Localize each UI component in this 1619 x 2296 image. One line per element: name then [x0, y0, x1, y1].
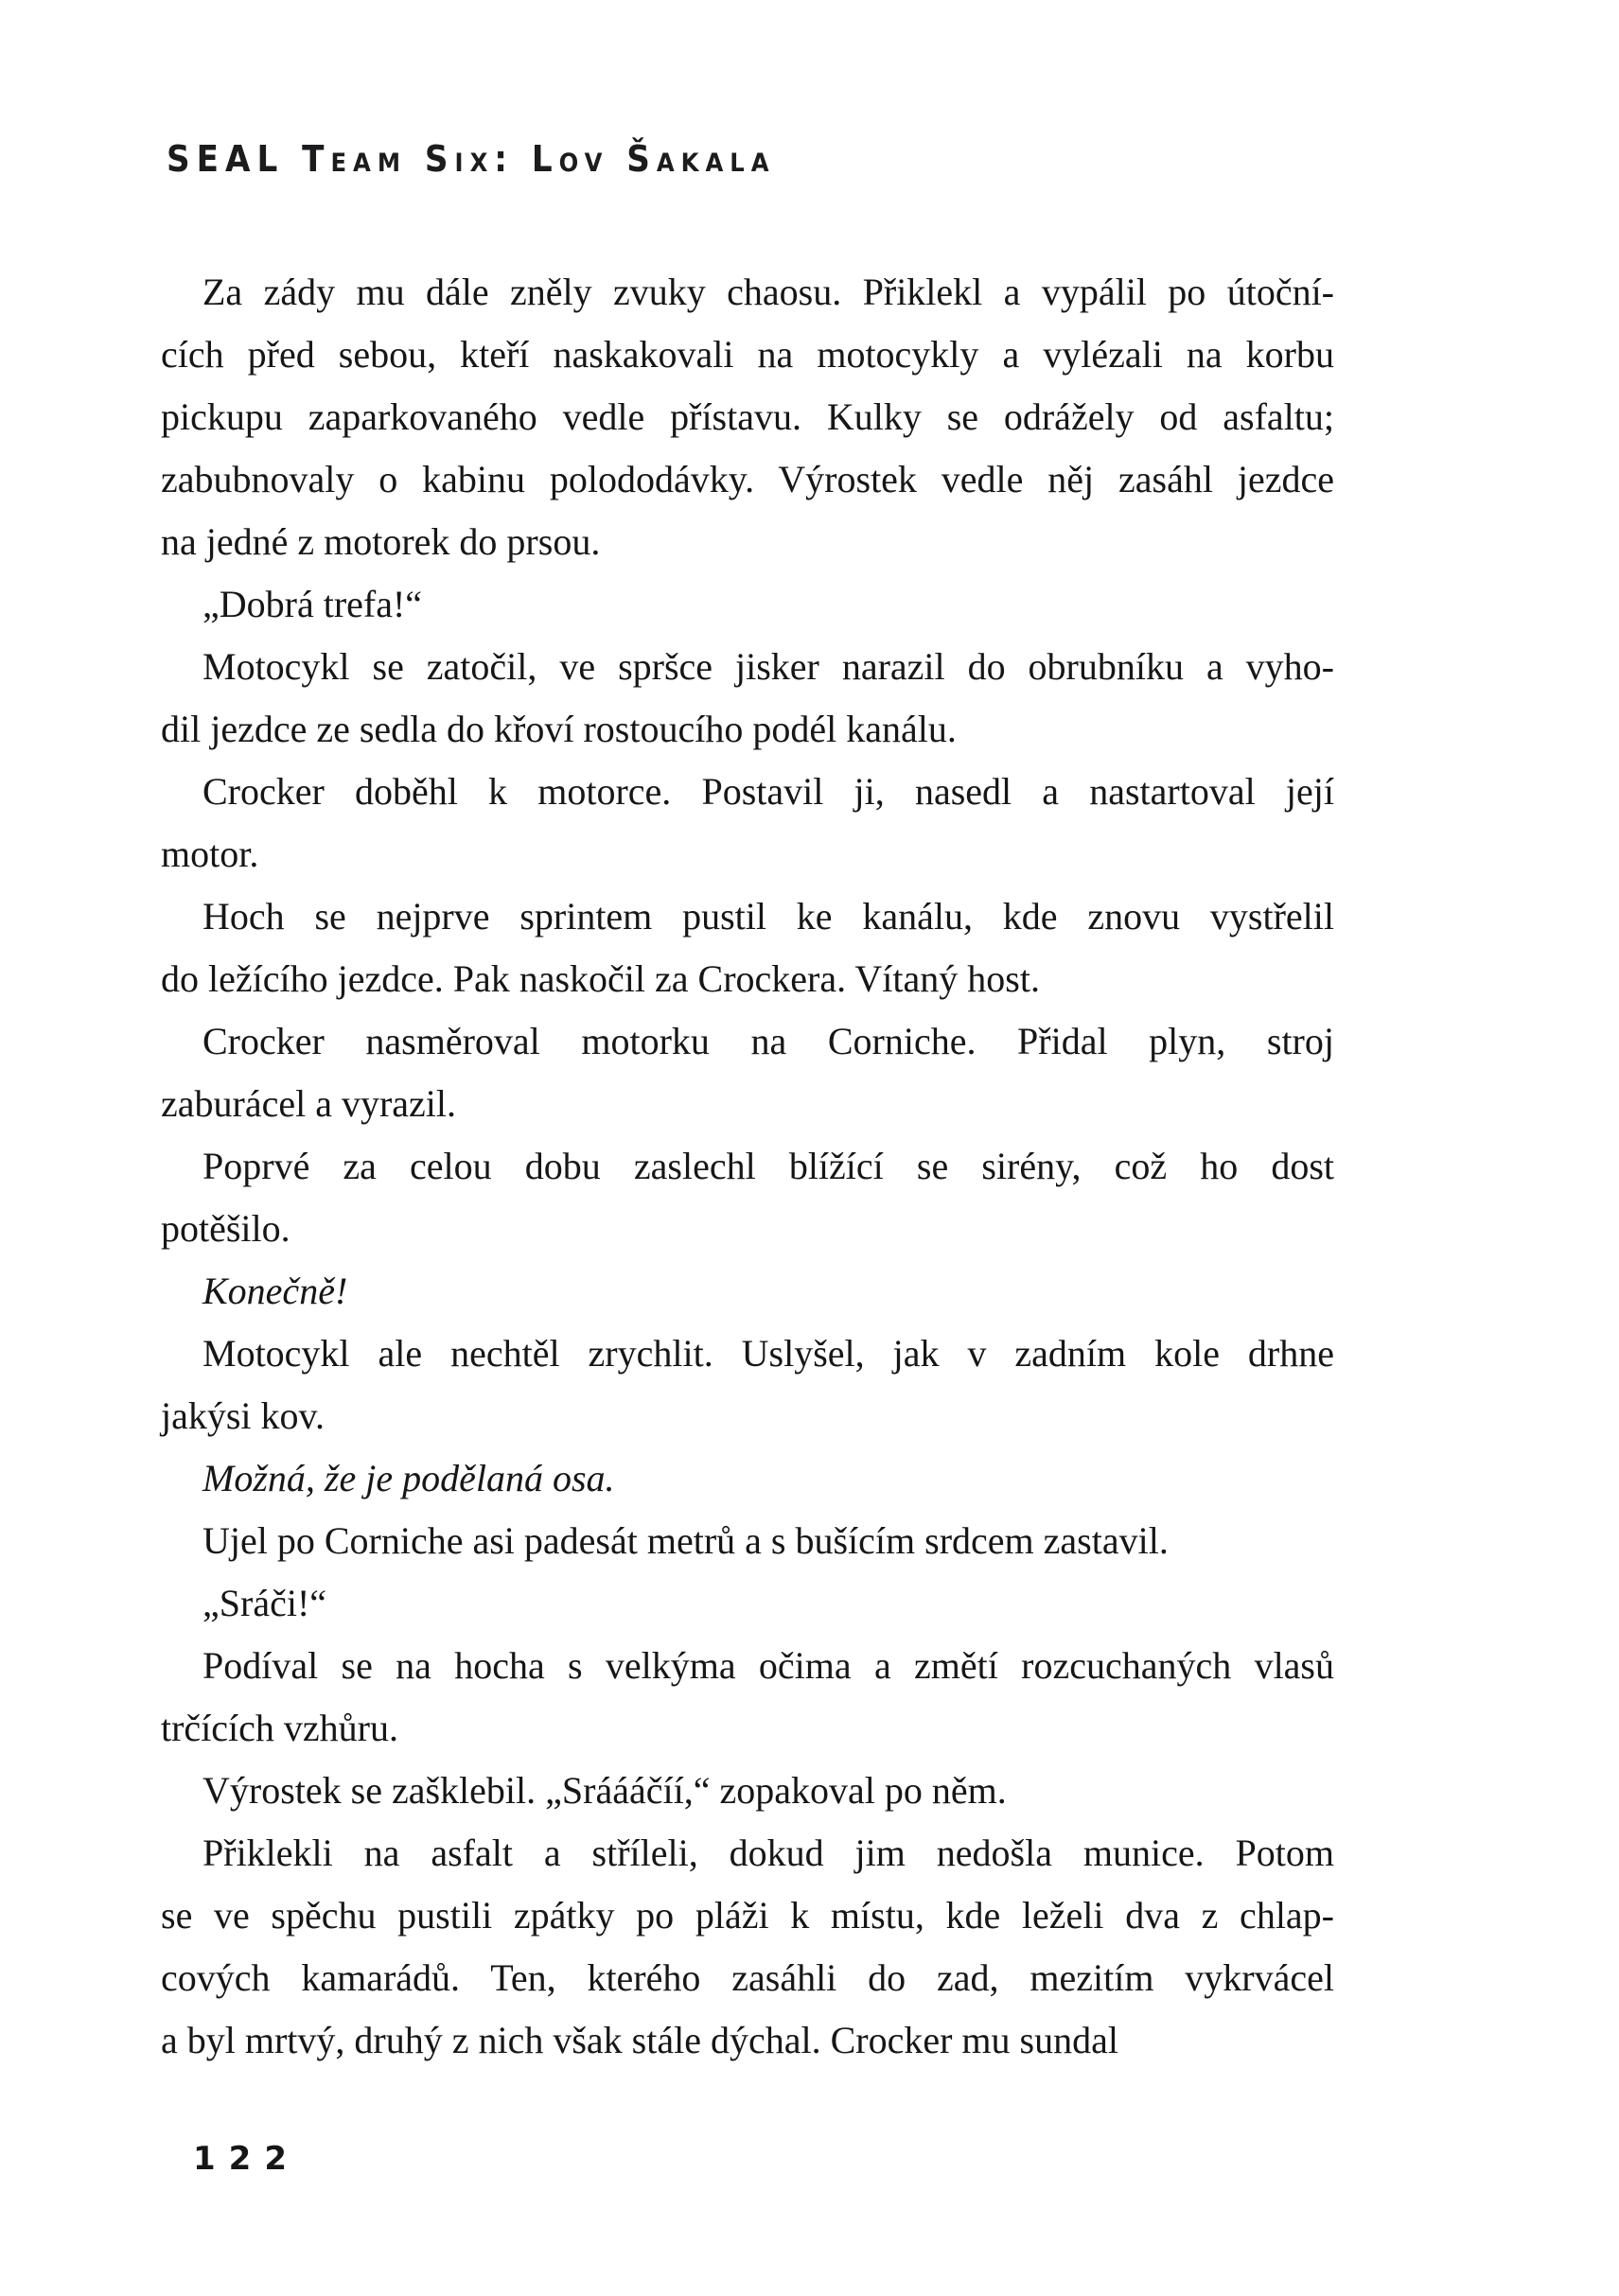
text-line: Přiklekli na asfalt a stříleli, dokud jim nedošla munice. Potom — [202, 1832, 1334, 1874]
text-line: Motocykl ale nechtěl zrychlit. Uslyšel, jak v zadním kole drhne — [202, 1332, 1334, 1375]
text-line: zaburácel a vyrazil. — [161, 1082, 457, 1125]
text-line: Motocykl se zatočil, ve spršce jisker narazil do obrubníku a vyho- — [202, 645, 1334, 688]
text-line: a byl mrtvý, druhý z nich však stále dýchal. Crocker mu sundal — [161, 2019, 1118, 2061]
text-line: Crocker nasměroval motorku na Corniche. Přidal plyn, stroj — [202, 1020, 1334, 1062]
text-line: Ujel po Corniche asi padesát metrů a s bušícím srdcem zastavil. — [202, 1519, 1169, 1562]
text-line: Za zády mu dále zněly zvuky chaosu. Přiklekl a vypálil po útoční- — [202, 271, 1334, 313]
page-number: 122 — [193, 2140, 300, 2178]
text-line: cích před sebou, kteří naskakovali na motocykly a vylézali na korbu — [161, 333, 1334, 376]
text-block — [161, 261, 1334, 2072]
text-line: „Sráči!“ — [202, 1582, 327, 1624]
text-line: do ležícího jezdce. Pak naskočil za Crockera. Vítaný host. — [161, 957, 1040, 1000]
text-line: zabubnovaly o kabinu polododávky. Výrostek vedle něj zasáhl jezdce — [161, 458, 1334, 500]
text-line: dil jezdce ze sedla do křoví rostoucího podél kanálu. — [161, 708, 957, 750]
text-line: Crocker doběhl k motorce. Postavil ji, nasedl a nastartoval její — [202, 770, 1334, 813]
text-line: Hoch se nejprve sprintem pustil ke kanálu, kde znovu vystřelil — [202, 895, 1334, 938]
text-line: Výrostek se zašklebil. „Sráááčíí,“ zopakoval po něm. — [202, 1769, 1007, 1812]
text-line: motor. — [161, 833, 259, 875]
text-line: se ve spěchu pustili zpátky po pláži k místu, kde leželi dva z chlap- — [161, 1894, 1334, 1937]
text-line: Poprvé za celou dobu zaslechl blížící se sirény, což ho dost — [202, 1145, 1334, 1187]
text-line: trčících vzhůru. — [161, 1707, 398, 1749]
text-line: Podíval se na hocha s velkýma očima a změtí rozcuchaných vlasů — [202, 1644, 1334, 1687]
text-line: potěšilo. — [161, 1207, 290, 1250]
text-line: „Dobrá trefa!“ — [202, 583, 423, 625]
text-line: cových kamarádů. Ten, kterého zasáhli do zad, mezitím vykrvácel — [161, 1956, 1334, 1999]
text-line: Konečně! — [202, 1270, 348, 1312]
text-line: jakýsi kov. — [161, 1394, 325, 1437]
running-head: SEAL Team Six: Lov Šakala — [167, 138, 776, 180]
text-line: pickupu zaparkovaného vedle přístavu. Kulky se odrážely od asfaltu; — [161, 395, 1334, 438]
text-line: na jedné z motorek do prsou. — [161, 520, 601, 563]
text-line: Možná, že je podělaná osa. — [202, 1457, 615, 1499]
